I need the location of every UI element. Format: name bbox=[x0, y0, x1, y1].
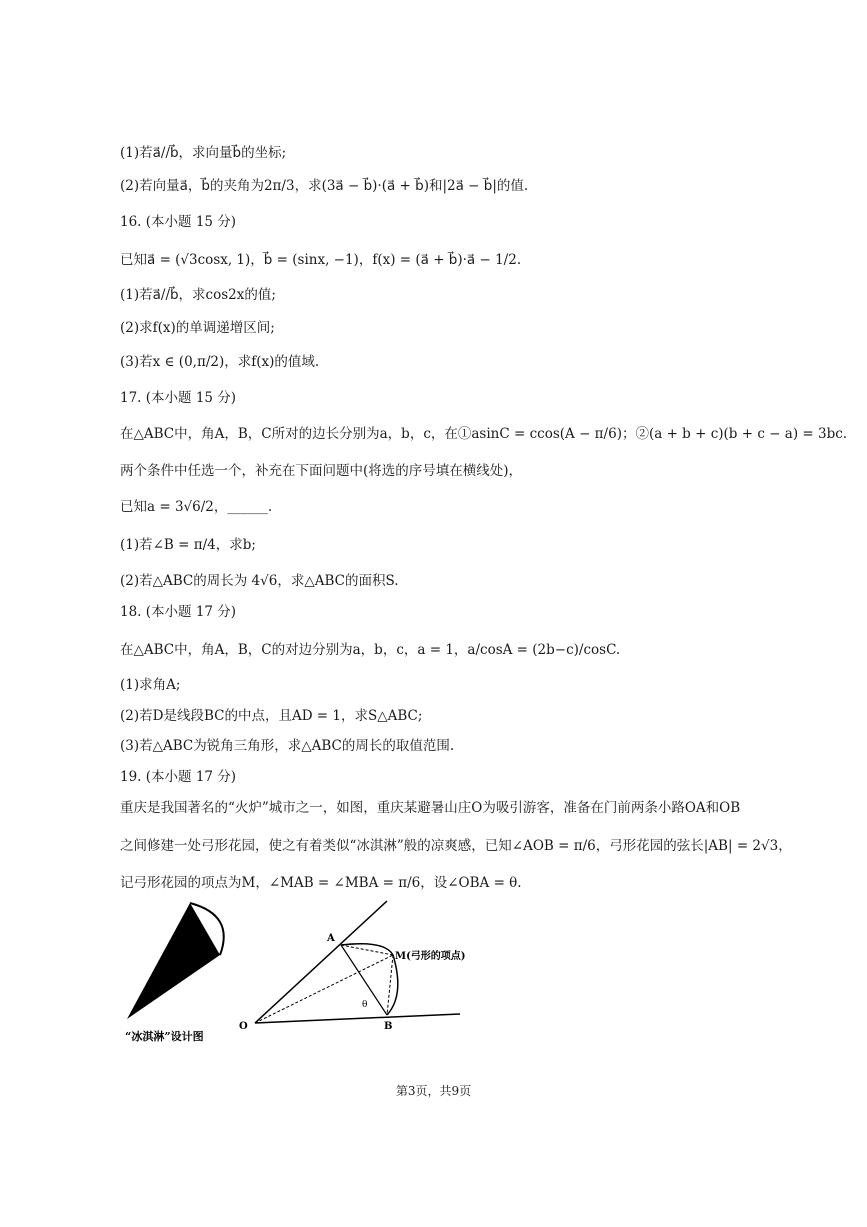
line-22: 记弓形花园的项点为M，∠MAB = ∠MBA = π/6，设∠OBA = θ. bbox=[120, 875, 522, 891]
line-10: 两个条件中任选一个，补充在下面问题中(将选的序号填在横线处)， bbox=[120, 463, 523, 479]
line-18: (3)若△ABC为锐角三角形，求△ABC的周长的取值范围. bbox=[120, 738, 455, 754]
line-16: (1)求角A; bbox=[120, 677, 181, 693]
line-5: (1)若a⃗//b⃗，求cos2x的值; bbox=[120, 287, 276, 303]
icecream-cone bbox=[127, 903, 220, 1019]
segment-mb bbox=[387, 955, 393, 1015]
icecream-caption: “冰淇淋”设计图 bbox=[125, 1030, 204, 1043]
line-12: (1)若∠B = π/4，求b; bbox=[120, 537, 256, 553]
segment-om bbox=[255, 955, 393, 1023]
line-3: 16. (本小题 15 分) bbox=[120, 214, 237, 230]
label-o: O bbox=[239, 1021, 248, 1032]
geometry-figure bbox=[235, 895, 485, 1055]
line-1: (1)若a⃗//b⃗，求向量b⃗的坐标; bbox=[120, 145, 287, 161]
line-4: 已知a⃗ = (√3cosx, 1)，b⃗ = (sinx, −1)，f(x) = (a⃗ + b⃗)·a⃗ − 1/2. bbox=[120, 252, 522, 268]
label-b: B bbox=[384, 1021, 393, 1032]
line-19: 19. (本小题 17 分) bbox=[120, 769, 237, 785]
line-17: (2)若D是线段BC的中点，且AD = 1，求S△ABC; bbox=[120, 708, 423, 724]
page-footer: 第3页，共9页 bbox=[395, 1084, 472, 1098]
line-9: 在△ABC中，角A，B，C所对的边长分别为a，b，c，在①asinC = ccos(A − π/6)；②(a + b + c)(b + c − a) = 3bc. bbox=[120, 426, 848, 442]
line-8: 17. (本小题 15 分) bbox=[120, 390, 237, 406]
label-m: M(弓形的项点) bbox=[395, 951, 466, 962]
line-20: 重庆是我国著名的“火炉”城市之一，如图，重庆某避暑山庄O为吸引游客，准备在门前两条小路OA和OB bbox=[120, 800, 741, 816]
line-21: 之间修建一处弓形花园，使之有着类似“冰淇淋”般的凉爽感，已知∠AOB = π/6，弓形花园的弦长|AB| = 2√3， bbox=[120, 838, 792, 854]
segment-am bbox=[341, 945, 393, 955]
label-theta: θ bbox=[362, 1000, 368, 1010]
line-2: (2)若向量a⃗，b⃗的夹角为2π/3，求(3a⃗ − b⃗)·(a⃗ + b⃗)和|2a⃗ − b⃗|的值. bbox=[120, 178, 529, 194]
arc-mb bbox=[387, 955, 398, 1015]
line-7: (3)若x ∈ (0,π/2)，求f(x)的值域. bbox=[120, 354, 320, 370]
arc-am bbox=[341, 944, 393, 955]
label-a: A bbox=[327, 933, 335, 944]
icecream-figure bbox=[115, 895, 245, 1045]
line-6: (2)求f(x)的单调递增区间; bbox=[120, 320, 275, 336]
line-14: 18. (本小题 17 分) bbox=[120, 604, 237, 620]
line-13: (2)若△ABC的周长为 4√6，求△ABC的面积S. bbox=[120, 573, 399, 589]
line-15: 在△ABC中，角A，B，C的对边分别为a，b，c，a = 1，a/cosA = (2b−c)/cosC. bbox=[120, 642, 621, 658]
ray-ob bbox=[255, 1014, 460, 1023]
line-11: 已知a = 3√6/2，______. bbox=[120, 499, 273, 515]
